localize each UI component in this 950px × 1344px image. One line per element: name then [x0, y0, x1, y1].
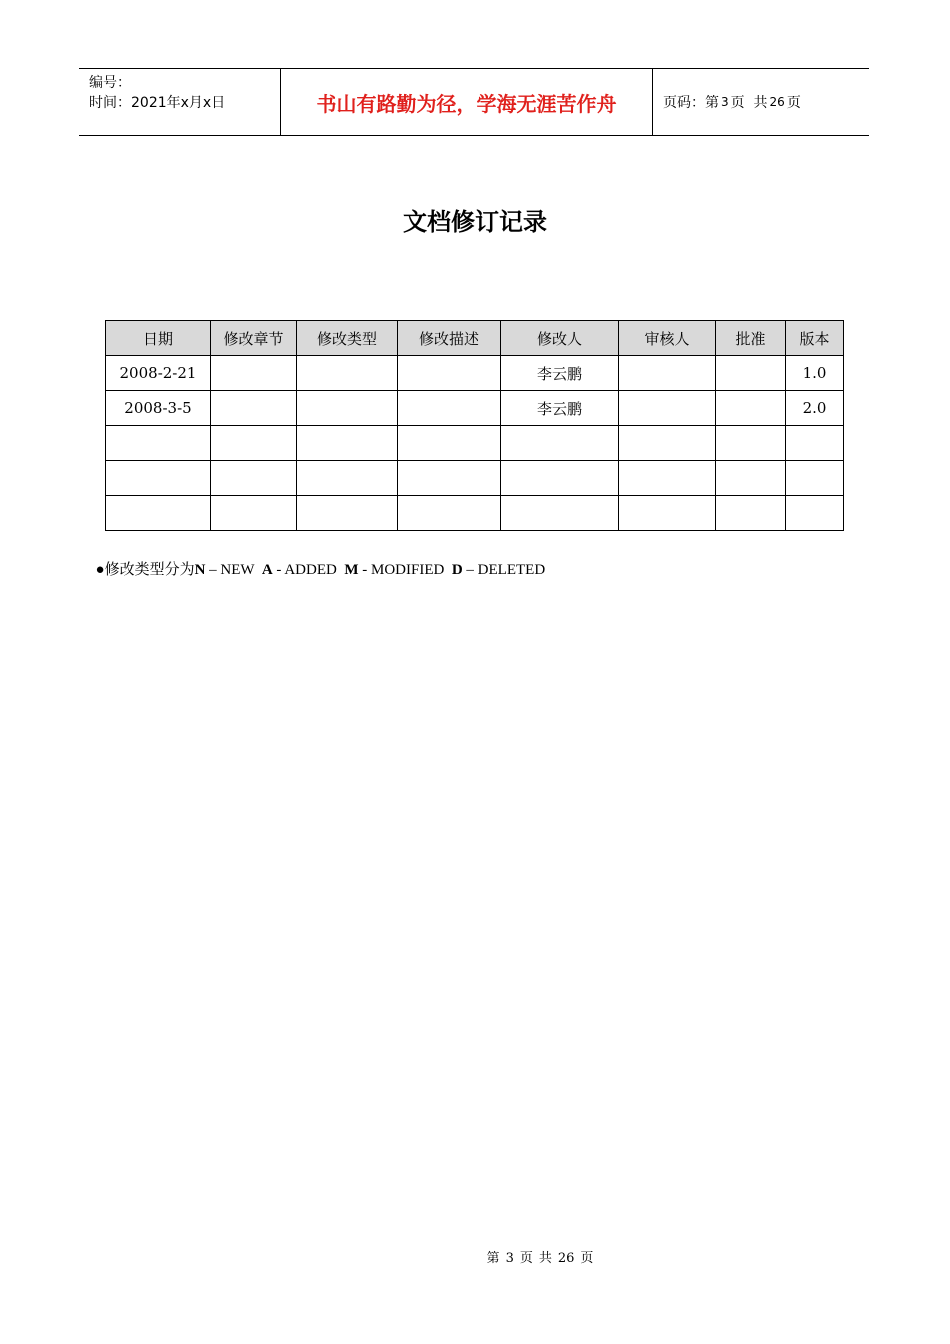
table-cell [297, 426, 398, 461]
header-author: 修改人 [501, 321, 619, 356]
table-cell: 2.0 [786, 391, 844, 426]
table-cell [297, 356, 398, 391]
table-cell [619, 391, 716, 426]
table-cell [716, 461, 786, 496]
header-type: 修改类型 [297, 321, 398, 356]
table-cell [211, 391, 297, 426]
page-suffix: 页 [786, 95, 801, 111]
note-key-modified: M [344, 562, 359, 578]
note-prefix: 修改类型分为 [104, 562, 195, 578]
table-cell [398, 426, 501, 461]
footer-total-pages: 26 [557, 1251, 575, 1266]
page-total: 26 [769, 95, 785, 109]
note-text-modified: - MODIFIED [358, 562, 452, 578]
table-cell: 1.0 [786, 356, 844, 391]
table-cell [398, 391, 501, 426]
table-cell [619, 461, 716, 496]
footer-ye-end: 页 [580, 1251, 594, 1266]
table-cell [716, 391, 786, 426]
table-cell: 2008-3-5 [106, 391, 211, 426]
table-cell [398, 496, 501, 531]
table-cell [398, 461, 501, 496]
revision-type-note [88, 541, 545, 579]
table-cell [297, 496, 398, 531]
table-cell [211, 461, 297, 496]
table-cell [501, 496, 619, 531]
table-cell [501, 461, 619, 496]
header-motto: 书山有路勤为径，学海无涯苦作舟 [281, 69, 653, 135]
table-cell [786, 496, 844, 531]
table-cell [211, 496, 297, 531]
table-cell: 李云鹏 [501, 391, 619, 426]
table-cell [211, 356, 297, 391]
table-row [106, 496, 844, 531]
table-cell: 2008-2-21 [106, 356, 211, 391]
table-cell [786, 461, 844, 496]
document-title: 文档修订记录 [403, 208, 547, 236]
table-cell: 李云鹏 [501, 356, 619, 391]
note-text-new: – NEW [205, 562, 262, 578]
page-prefix: 页码：第 [663, 95, 719, 111]
revision-table [105, 320, 844, 531]
table-row [106, 426, 844, 461]
table-cell [716, 496, 786, 531]
table-cell [716, 356, 786, 391]
header-approval: 批准 [716, 321, 786, 356]
header-reviewer: 审核人 [619, 321, 716, 356]
page-mid: 页 共 [730, 95, 768, 111]
note-text-deleted: – DELETED [462, 562, 546, 578]
note-key-deleted: D [451, 562, 463, 578]
table-cell [297, 391, 398, 426]
table-cell [716, 426, 786, 461]
table-row [106, 391, 844, 426]
table-cell [619, 426, 716, 461]
page-header [79, 68, 869, 136]
document-time-label: 时间：2021年x月x日 [89, 95, 226, 111]
table-cell [619, 496, 716, 531]
table-cell [106, 461, 211, 496]
header-page-number [653, 69, 869, 135]
footer-di: 第 [486, 1251, 500, 1266]
footer-current-page: 3 [505, 1251, 514, 1266]
footer-gong: 共 [538, 1251, 552, 1266]
header-meta [79, 69, 281, 135]
table-cell [398, 356, 501, 391]
header-section: 修改章节 [211, 321, 297, 356]
document-number-label: 编号： [89, 75, 131, 91]
page-current: 3 [721, 95, 729, 109]
bullet-icon: ● [95, 562, 105, 578]
table-cell [106, 426, 211, 461]
table-cell [297, 461, 398, 496]
table-cell [106, 496, 211, 531]
table-cell [786, 426, 844, 461]
page-footer [0, 1247, 950, 1266]
header-description: 修改描述 [398, 321, 501, 356]
table-cell [501, 426, 619, 461]
table-row [106, 461, 844, 496]
table-cell [211, 426, 297, 461]
note-key-new: N [194, 562, 206, 578]
header-version: 版本 [786, 321, 844, 356]
note-text-added: - ADDED [272, 562, 345, 578]
note-key-added: A [261, 562, 273, 578]
table-header-row [106, 321, 844, 356]
footer-ye: 页 [519, 1251, 533, 1266]
header-date: 日期 [106, 321, 211, 356]
table-row [106, 356, 844, 391]
table-cell [619, 356, 716, 391]
